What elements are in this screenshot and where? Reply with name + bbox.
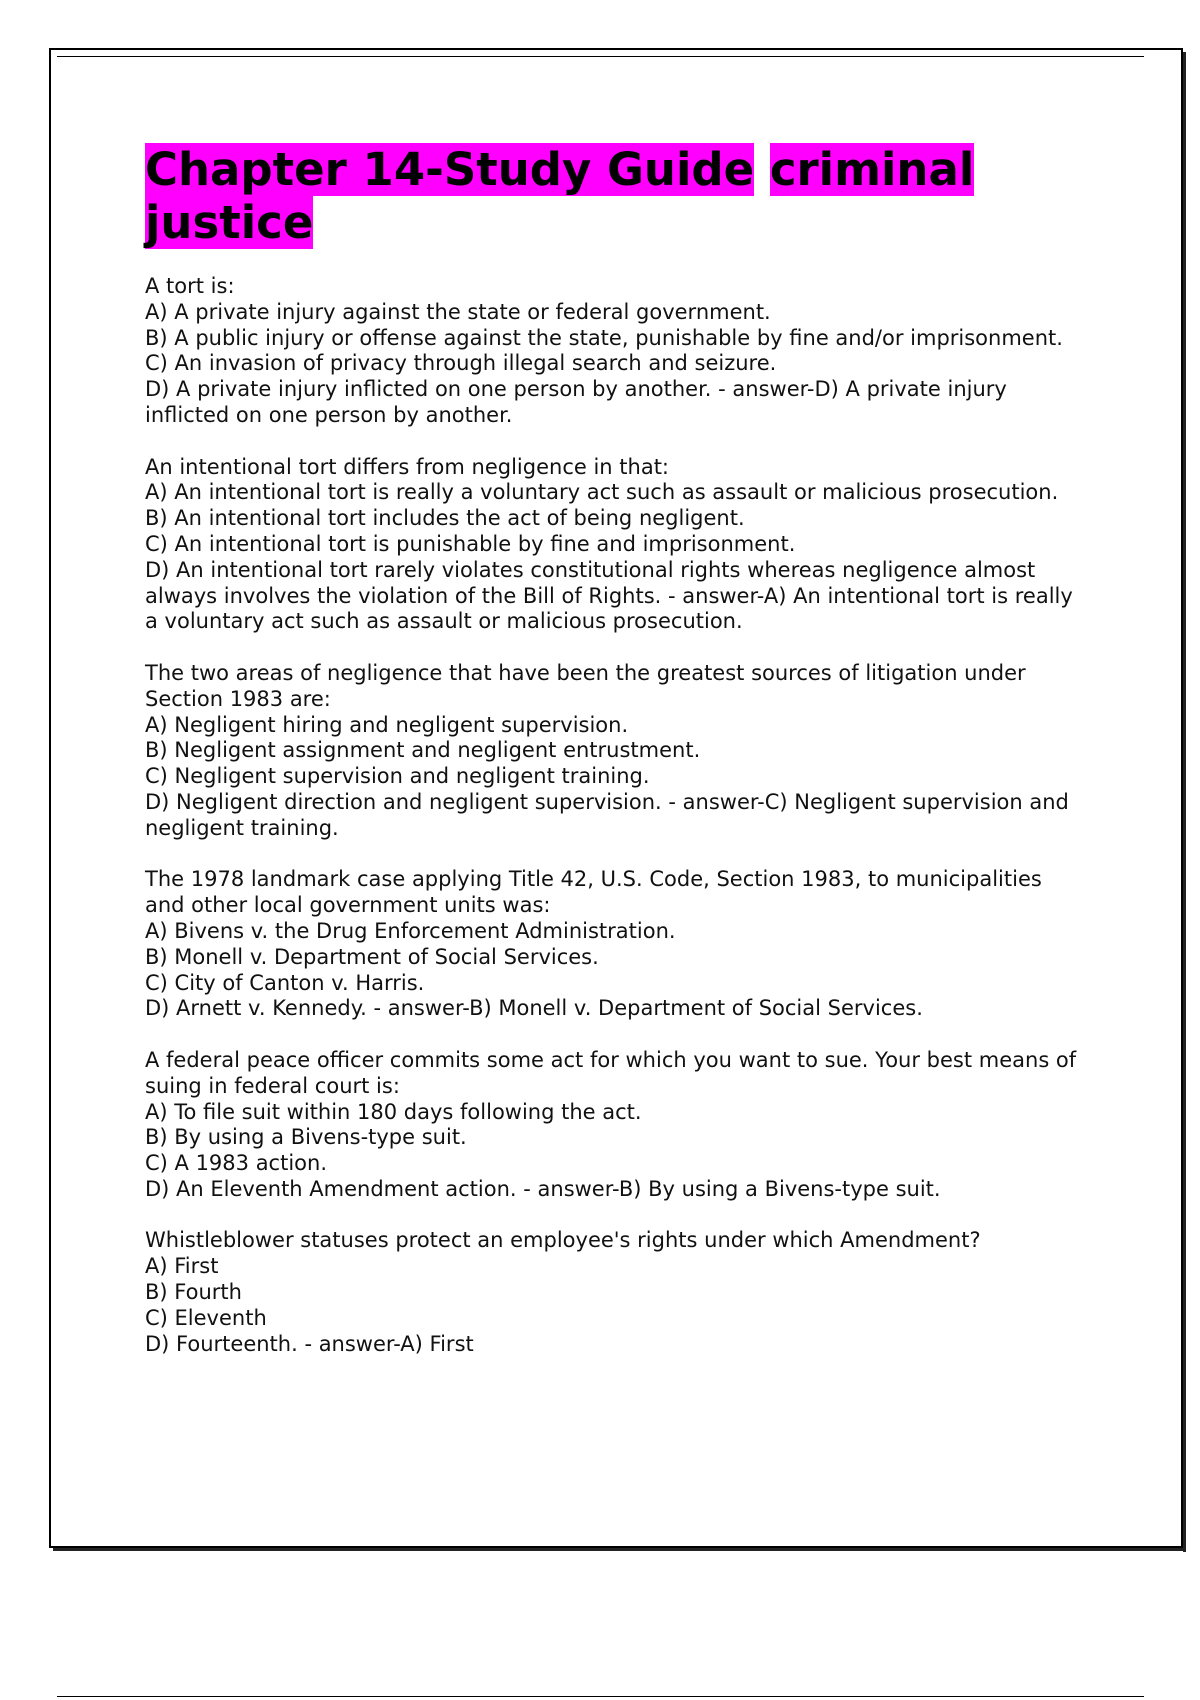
question-text: An intentional tort differs from negligence in that: xyxy=(145,454,670,479)
question-text: A tort is: xyxy=(145,274,235,298)
page-shadow-right xyxy=(1183,52,1186,1552)
question-text: The two areas of negligence that have been the greatest sources of litigation under Section 1983 are: xyxy=(145,660,1026,711)
document-body xyxy=(145,143,1085,1383)
answer-option: A) Negligent hiring and negligent supervision. xyxy=(145,712,629,737)
page-shadow-bottom xyxy=(53,1548,1186,1551)
page-title xyxy=(145,143,1085,249)
answer-option: C) City of Canton v. Harris. xyxy=(145,970,425,995)
answer-option: B) Monell v. Department of Social Services. xyxy=(145,944,599,969)
answer-option: B) A public injury or offense against the state, punishable by fine and/or imprisonment. xyxy=(145,325,1063,350)
answer-option: A) An intentional tort is really a voluntary act such as assault or malicious prosecution. xyxy=(145,480,1059,505)
question-block xyxy=(145,455,1085,636)
title-highlight-1: Chapter 14-Study Guide xyxy=(145,143,755,196)
answer-option: B) An intentional tort includes the act of being negligent. xyxy=(145,506,745,531)
bottom-rule xyxy=(57,1696,1144,1697)
question-list xyxy=(145,274,1085,1357)
answer-option: D) An intentional tort rarely violates constitutional rights whereas negligence almost always involves the violation of the Bill of Rights. - answer-A) An intentional tort is really a voluntary act such as assault or malicious prosecution. xyxy=(145,557,1073,634)
answer-option: D) Fourteenth. - answer-A) First xyxy=(145,1331,474,1356)
answer-option: D) An Eleventh Amendment action. - answer-B) By using a Bivens-type suit. xyxy=(145,1176,941,1201)
answer-option: A) A private injury against the state or federal government. xyxy=(145,299,771,324)
answer-option: B) By using a Bivens-type suit. xyxy=(145,1125,467,1150)
title-highlight-3: justice xyxy=(145,196,314,249)
answer-option: A) To file suit within 180 days following the act. xyxy=(145,1099,642,1124)
question-text: A federal peace officer commits some act for which you want to sue. Your best means of suing in federal court is: xyxy=(145,1047,1077,1098)
answer-option: C) Negligent supervision and negligent training. xyxy=(145,764,650,789)
answer-option: D) Negligent direction and negligent supervision. - answer-C) Negligent supervision and negligent training. xyxy=(145,789,1069,840)
title-highlight-2: criminal xyxy=(769,143,975,196)
answer-option: C) An intentional tort is punishable by fine and imprisonment. xyxy=(145,531,796,556)
answer-option: A) First xyxy=(145,1254,219,1279)
question-block xyxy=(145,1228,1085,1357)
answer-option: D) Arnett v. Kennedy. - answer-B) Monell v. Department of Social Services. xyxy=(145,996,923,1021)
answer-option: D) A private injury inflicted on one person by another. - answer-D) A private injury inflicted on one person by another. xyxy=(145,377,1007,427)
question-text: The 1978 landmark case applying Title 42, U.S. Code, Section 1983, to municipalities and other local government units was: xyxy=(145,867,1042,918)
answer-option: C) A 1983 action. xyxy=(145,1151,328,1176)
answer-option: C) Eleventh xyxy=(145,1305,267,1330)
answer-option: C) An invasion of privacy through illegal search and seizure. xyxy=(145,351,777,376)
top-rule xyxy=(57,56,1144,57)
answer-option: B) Fourth xyxy=(145,1280,242,1305)
question-block xyxy=(145,867,1085,1022)
answer-option: A) Bivens v. the Drug Enforcement Administration. xyxy=(145,918,676,943)
question-block xyxy=(145,274,1085,429)
answer-option: B) Negligent assignment and negligent entrustment. xyxy=(145,738,701,763)
question-text: Whistleblower statuses protect an employee's rights under which Amendment? xyxy=(145,1228,981,1253)
question-block xyxy=(145,661,1085,842)
question-block xyxy=(145,1048,1085,1203)
